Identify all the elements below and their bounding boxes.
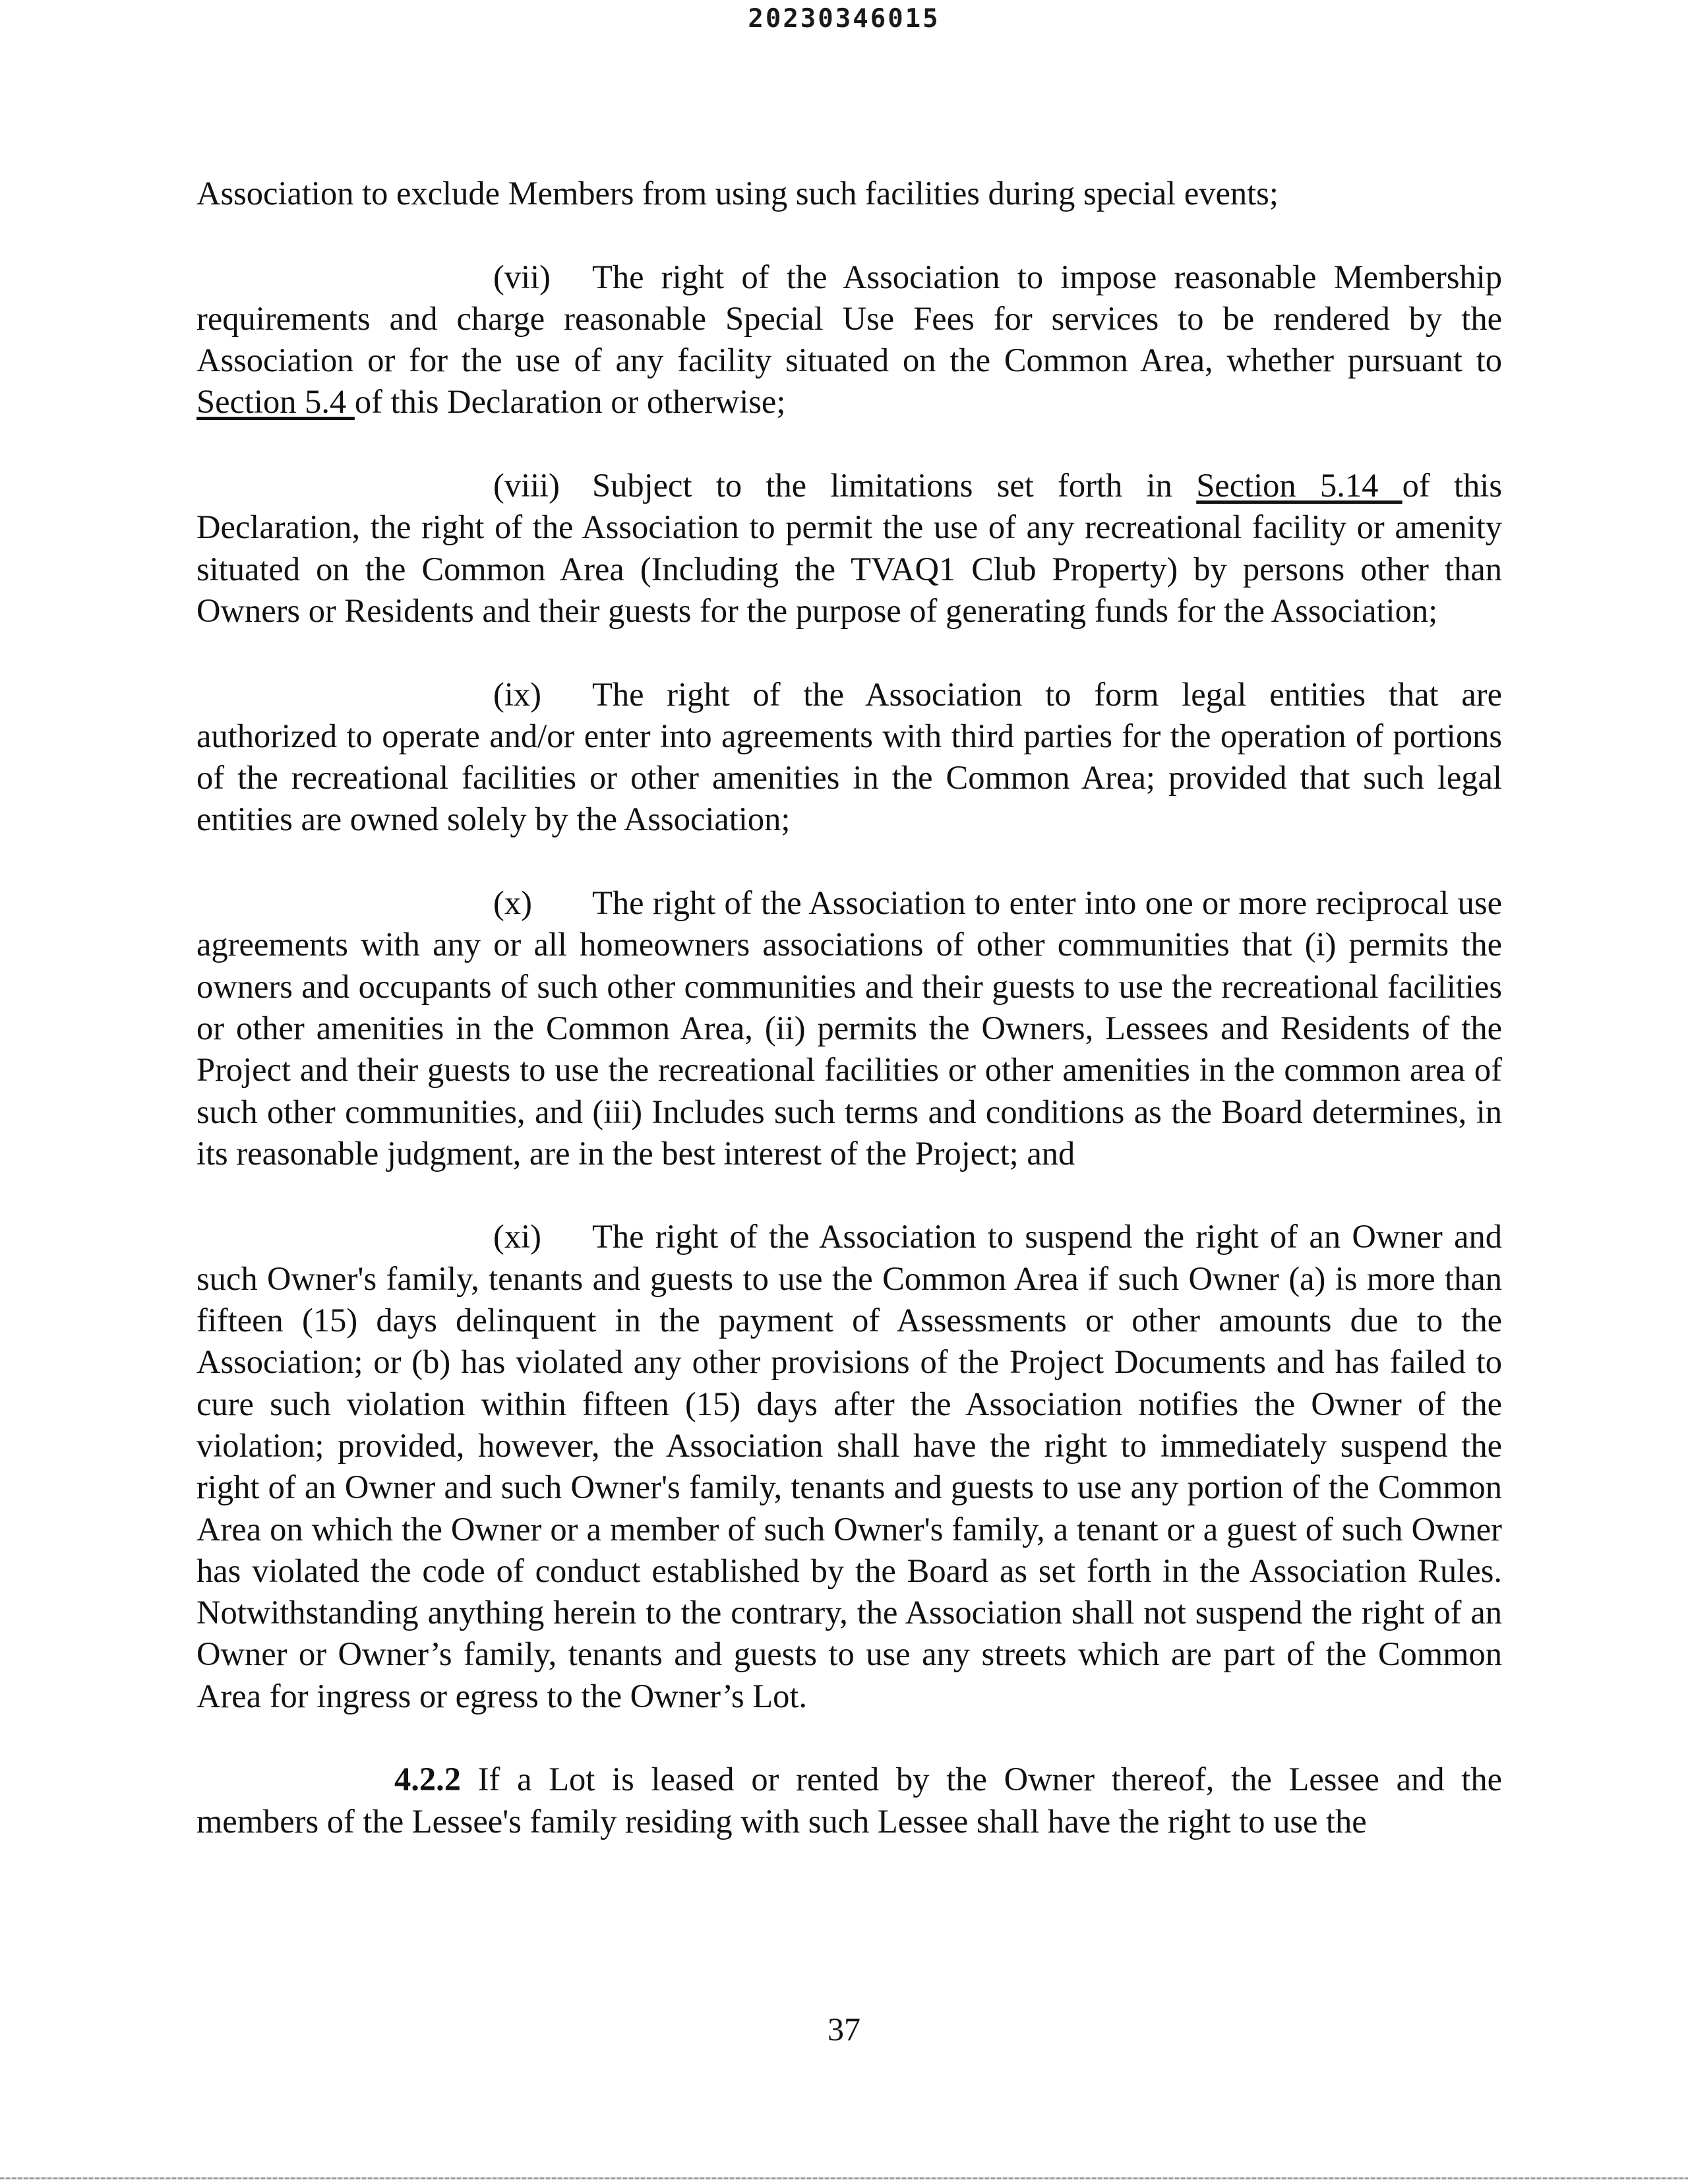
section-5-4-reference: Section 5.4 xyxy=(196,383,355,421)
paragraph-text: of this Declaration, the right of the Association to permit the use of any recreational facility or amenity situated on the Common Area (Including the TVAQ1 Club Property) by persons other than Owners or Residents and their guests for the purpose of generating funds for the Association; xyxy=(196,467,1502,629)
paragraph-text: The right of the Association to suspend the right of an Owner and such Owner's family, tenants and guests to use the Common Area if such Owner (a) is more than fifteen (15) days delinquent in the payment of Assessments or other amounts due to the Association; or (b) has violated any other provisions of the Project Documents and has failed to cure such violation within fifteen (15) days after the Association notifies the Owner of the violation; provided, however, the Association shall have the right to immediately suspend the right of an Owner and such Owner's family, tenants and guests to use any portion of the Common Area on which the Owner or a member of such Owner's family, a tenant or a guest of such Owner has violated the code of conduct established by the Board as set forth in the Association Rules. Notwithstanding anything herein to the contrary, the Association shall not suspend the right of an Owner or Owner’s family, tenants and guests to use any streets which are part of the Common Area for ingress or egress to the Owner’s Lot. xyxy=(196,1218,1502,1714)
paragraph-text: The right of the Association to form legal entities that are authorized to operate and/or enter into agreements with third parties for the operation of portions of the recreational facilities or other amenities in the Common Area; provided that such legal entities are owned solely by the Association; xyxy=(196,675,1502,838)
page-body xyxy=(196,173,1502,1842)
paragraph-text: Association to exclude Members from using such facilities during special events; xyxy=(196,175,1279,212)
section-4-2-2 xyxy=(196,1759,1502,1842)
paragraph-x xyxy=(196,882,1502,1174)
item-number-ix: (ix) xyxy=(493,675,541,713)
document-number: 20230346015 xyxy=(748,4,940,34)
paragraph-continuation xyxy=(196,173,1502,214)
item-number-x: (x) xyxy=(493,884,532,922)
page-number: 37 xyxy=(828,2011,860,2048)
item-number-viii: (viii) xyxy=(493,467,560,504)
paragraph-xi xyxy=(196,1216,1502,1717)
item-number-xi: (xi) xyxy=(493,1218,541,1256)
paragraph-text: If a Lot is leased or rented by the Owner thereof, the Lessee and the members of the Lessee's family residing with such Lessee shall have the right to use the xyxy=(196,1761,1502,1840)
item-number-vii: (vii) xyxy=(493,258,551,295)
paragraph-ix xyxy=(196,674,1502,841)
section-5-14-reference: Section 5.14 xyxy=(1196,467,1402,504)
paragraph-text: Subject to the limitations set forth in xyxy=(592,467,1197,504)
paragraph-text: The right of the Association to enter into one or more reciprocal use agreements with any or all homeowners associations of other communities that (i) permits the owners and occupants of such other communities and their guests to use the recreational facilities or other amenities in the Common Area, (ii) permits the Owners, Lessees and Residents of the Project and their guests to use the recreational facilities or other amenities in the common area of such other communities, and (iii) Includes such terms and conditions as the Board determines, in its reasonable judgment, are in the best interest of the Project; and xyxy=(196,884,1502,1172)
paragraph-text: of this Declaration or otherwise; xyxy=(354,383,786,421)
section-number-4-2-2: 4.2.2 xyxy=(394,1761,461,1798)
paragraph-viii xyxy=(196,465,1502,632)
paragraph-text: The right of the Association to impose reasonable Membership requirements and charge reasonable Special Use Fees for services to be rendered by the Association or for the use of any facility situated on the Common Area, whether pursuant to xyxy=(196,258,1502,379)
paragraph-vii xyxy=(196,257,1502,423)
scan-edge-line xyxy=(0,2177,1688,2179)
